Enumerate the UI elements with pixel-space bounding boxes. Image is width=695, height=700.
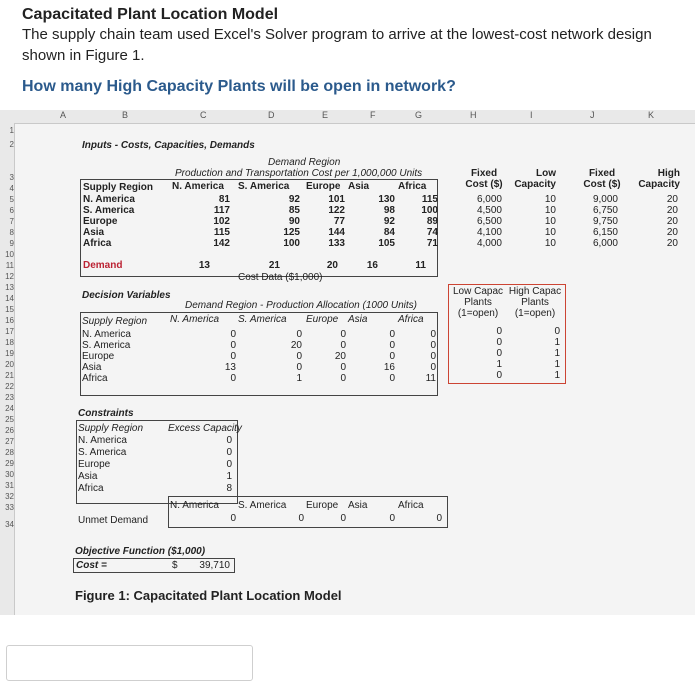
allocation-value: 0 xyxy=(389,351,395,362)
row-number: 15 xyxy=(5,305,14,314)
allocation-value: 0 xyxy=(430,329,436,340)
low-plant-open: 0 xyxy=(496,337,502,348)
excess-capacity-header: Excess Capacity xyxy=(168,423,242,434)
alloc-col-namerica: N. America xyxy=(170,314,220,325)
supply-region-header: Supply Region xyxy=(83,182,153,193)
allocation-value: 0 xyxy=(230,373,236,384)
fixed-cost-high: 6,750 xyxy=(592,205,618,216)
row-number: 19 xyxy=(5,349,14,358)
col-header-e: E xyxy=(322,110,329,120)
allocation-value: 11 xyxy=(425,373,436,384)
cost-row-label: Africa xyxy=(83,238,112,249)
cost-col-africa: Africa xyxy=(398,181,427,192)
excess-capacity-value: 0 xyxy=(226,459,232,470)
fixed-cost-high-header2: Cost ($) xyxy=(583,179,621,190)
allocation-value: 0 xyxy=(230,329,236,340)
cost-value: 84 xyxy=(383,227,395,238)
row-number: 8 xyxy=(9,228,14,237)
row-number: 24 xyxy=(5,404,14,413)
row-number: 3 xyxy=(9,173,14,182)
fixed-cost-high-header: Fixed xyxy=(588,168,616,179)
low-capacity-value: 10 xyxy=(544,205,556,216)
fixed-cost-low-header: Fixed xyxy=(470,168,498,179)
allocation-value: 20 xyxy=(334,351,346,362)
row-number: 6 xyxy=(9,206,14,215)
alloc-row-label: Africa xyxy=(82,373,108,384)
low-plant-open: 0 xyxy=(496,326,502,337)
high-capacity-header2: Capacity xyxy=(638,179,680,190)
fixed-cost-high: 9,000 xyxy=(592,194,618,205)
row-number: 4 xyxy=(9,184,14,193)
cost-value: 130 xyxy=(378,194,395,205)
row-number: 30 xyxy=(5,470,14,479)
cost-value: 85 xyxy=(288,205,300,216)
demand-value: 11 xyxy=(415,260,426,271)
high-plants-header: High Capac xyxy=(508,286,562,297)
low-plant-open: 0 xyxy=(496,348,502,359)
demand-value: 21 xyxy=(268,260,280,271)
demand-region-label: Demand Region xyxy=(268,157,341,168)
cost-value: 71 xyxy=(426,238,438,249)
row-number: 14 xyxy=(5,294,14,303)
high-plants-header3: (1=open) xyxy=(514,308,556,319)
row-number: 32 xyxy=(5,492,14,501)
constraints-title: Constraints xyxy=(78,408,134,419)
fixed-cost-low: 6,500 xyxy=(476,216,502,227)
cost-value: 133 xyxy=(328,238,345,249)
row-number: 7 xyxy=(9,217,14,226)
row-number: 25 xyxy=(5,415,14,424)
allocation-value: 0 xyxy=(389,340,395,351)
cost-value: 92 xyxy=(288,194,300,205)
cost-row-label: Asia xyxy=(83,227,105,238)
allocation-value: 20 xyxy=(290,340,302,351)
cost-value: 115 xyxy=(213,227,230,238)
col-header-d: D xyxy=(268,110,275,120)
cost-data-label: Cost Data ($1,000) xyxy=(238,272,323,283)
row-number: 17 xyxy=(5,327,14,336)
cost-value: 89 xyxy=(426,216,438,227)
excess-capacity-value: 1 xyxy=(226,471,232,482)
unmet-col-europe: Europe xyxy=(306,500,339,511)
row-number: 2 xyxy=(9,140,14,149)
fixed-cost-high: 6,150 xyxy=(592,227,618,238)
high-capacity-value: 20 xyxy=(666,194,678,205)
unmet-value: 0 xyxy=(389,513,395,524)
fixed-cost-high: 9,750 xyxy=(592,216,618,227)
allocation-value: 0 xyxy=(230,340,236,351)
row-number: 18 xyxy=(5,338,14,347)
alloc-col-samerica: S. America xyxy=(238,314,287,325)
page-title: Capacitated Plant Location Model xyxy=(22,6,279,23)
allocation-caption: Demand Region - Production Allocation (1000 Units) xyxy=(185,300,417,311)
allocation-value: 0 xyxy=(340,340,346,351)
row-number: 22 xyxy=(5,382,14,391)
demand-value: 20 xyxy=(326,260,338,271)
fixed-cost-low: 4,100 xyxy=(476,227,502,238)
unmet-value: 0 xyxy=(230,513,236,524)
row-number: 23 xyxy=(5,393,14,402)
spreadsheet-image xyxy=(0,110,695,615)
cost-value: 102 xyxy=(213,216,230,227)
high-capacity-value: 20 xyxy=(666,238,678,249)
cost-value: 81 xyxy=(218,194,230,205)
row-number: 9 xyxy=(9,239,14,248)
row-number: 26 xyxy=(5,426,14,435)
allocation-value: 13 xyxy=(224,362,236,373)
row-number: 5 xyxy=(9,195,14,204)
unmet-col-africa: Africa xyxy=(398,500,424,511)
cost-value: 142 xyxy=(213,238,230,249)
high-plant-open: 1 xyxy=(554,359,560,370)
low-capacity-header: Low xyxy=(536,168,556,179)
high-capacity-header: High xyxy=(657,168,680,179)
high-capacity-value: 20 xyxy=(666,227,678,238)
alloc-row-label: N. America xyxy=(82,329,131,340)
allocation-value: 0 xyxy=(340,373,346,384)
figure-caption: Figure 1: Capacitated Plant Location Model xyxy=(75,588,342,603)
low-plant-open: 1 xyxy=(496,359,502,370)
cost-currency: $ xyxy=(172,560,178,571)
high-plant-open: 0 xyxy=(554,326,560,337)
excess-capacity-value: 8 xyxy=(226,483,232,494)
low-plants-header2: Plants xyxy=(464,297,492,308)
cost-col-samerica: S. America xyxy=(238,181,290,192)
high-plants-header2: Plants xyxy=(521,297,549,308)
cost-value: 92 xyxy=(383,216,395,227)
inputs-title: Inputs - Costs, Capacities, Demands xyxy=(82,140,255,151)
cost-value: 100 xyxy=(421,205,438,216)
cost-value: 100 xyxy=(283,238,300,249)
row-number: 28 xyxy=(5,448,14,457)
excess-capacity-value: 0 xyxy=(226,435,232,446)
constraint-row-label: Asia xyxy=(78,471,98,482)
answer-input[interactable] xyxy=(6,645,253,681)
row-number: 34 xyxy=(5,520,14,529)
constraint-row-label: Europe xyxy=(78,459,111,470)
col-header-c: C xyxy=(200,110,207,120)
cost-value: 144 xyxy=(328,227,345,238)
cost-value: 101 xyxy=(328,194,345,205)
col-header-f: F xyxy=(370,110,376,120)
demand-label: Demand xyxy=(83,260,123,271)
high-plant-open: 1 xyxy=(554,348,560,359)
cost-value: 115 xyxy=(421,194,438,205)
alloc-col-asia: Asia xyxy=(348,314,368,325)
low-capacity-value: 10 xyxy=(544,227,556,238)
cost-value: 117 xyxy=(213,205,230,216)
unmet-value: 0 xyxy=(436,513,442,524)
col-header-h: H xyxy=(470,110,477,120)
low-capacity-header2: Capacity xyxy=(514,179,556,190)
cost-col-asia: Asia xyxy=(348,181,370,192)
demand-value: 16 xyxy=(366,260,378,271)
allocation-value: 1 xyxy=(296,373,302,384)
cost-value: 77 xyxy=(333,216,345,227)
row-number: 12 xyxy=(5,272,14,281)
row-number: 20 xyxy=(5,360,14,369)
allocation-value: 0 xyxy=(389,329,395,340)
row-number: 31 xyxy=(5,481,14,490)
fixed-cost-high: 6,000 xyxy=(592,238,618,249)
row-number: 21 xyxy=(5,371,14,380)
fixed-cost-low: 4,000 xyxy=(476,238,502,249)
cost-label: Cost = xyxy=(76,560,107,571)
unmet-value: 0 xyxy=(340,513,346,524)
unmet-demand-label: Unmet Demand xyxy=(78,515,149,526)
cost-col-namerica: N. America xyxy=(172,181,224,192)
col-header-a: A xyxy=(60,110,67,120)
row-number: 16 xyxy=(5,316,14,325)
allocation-value: 0 xyxy=(389,373,395,384)
col-header-k: K xyxy=(648,110,655,120)
row-number: 27 xyxy=(5,437,14,446)
cost-value: 122 xyxy=(328,205,345,216)
col-header-j: J xyxy=(590,110,595,120)
unmet-col-samerica: S. America xyxy=(238,500,287,511)
alloc-row-label: Europe xyxy=(82,351,115,362)
low-capacity-value: 10 xyxy=(544,216,556,227)
col-header-i: I xyxy=(530,110,533,120)
unmet-col-asia: Asia xyxy=(348,500,368,511)
alloc-row-label: Asia xyxy=(82,362,102,373)
low-plants-header: Low Capac xyxy=(452,286,504,297)
problem-intro: The supply chain team used Excel's Solver program to arrive at the lowest-cost network design shown in Figure 1. xyxy=(22,26,652,64)
col-header-g: G xyxy=(415,110,423,120)
unmet-col-namerica: N. America xyxy=(170,500,219,511)
allocation-value: 0 xyxy=(430,362,436,373)
allocation-value: 0 xyxy=(230,351,236,362)
cost-value: 98 xyxy=(383,205,395,216)
row-header-bar xyxy=(0,123,15,615)
allocation-value: 0 xyxy=(340,329,346,340)
allocation-value: 0 xyxy=(296,329,302,340)
allocation-value: 0 xyxy=(296,362,302,373)
alloc-col-europe: Europe xyxy=(306,314,339,325)
high-plant-open: 1 xyxy=(554,370,560,381)
fixed-cost-low: 4,500 xyxy=(476,205,502,216)
high-capacity-value: 20 xyxy=(666,216,678,227)
alloc-row-label: S. America xyxy=(82,340,131,351)
alloc-col-africa: Africa xyxy=(398,314,424,325)
row-number: 1 xyxy=(9,126,14,135)
row-number: 13 xyxy=(5,283,14,292)
cost-row-label: N. America xyxy=(83,194,135,205)
col-header-b: B xyxy=(122,110,129,120)
high-plant-open: 1 xyxy=(554,337,560,348)
low-plants-header3: (1=open) xyxy=(457,308,499,319)
column-header-bar xyxy=(0,110,695,124)
row-number: 10 xyxy=(5,250,14,259)
cost-value: 105 xyxy=(378,238,395,249)
high-capacity-value: 20 xyxy=(666,205,678,216)
constraint-row-label: Africa xyxy=(78,483,104,494)
cost-row-label: S. America xyxy=(83,205,135,216)
row-number: 29 xyxy=(5,459,14,468)
allocation-value: 0 xyxy=(430,351,436,362)
constraint-row-label: S. America xyxy=(78,447,127,458)
cost-value: 90 xyxy=(288,216,300,227)
cost-col-europe: Europe xyxy=(306,181,341,192)
allocation-value: 16 xyxy=(383,362,395,373)
objective-title: Objective Function ($1,000) xyxy=(75,546,206,557)
cost-caption: Production and Transportation Cost per 1,000,000 Units xyxy=(175,168,423,179)
allocation-value: 0 xyxy=(340,362,346,373)
low-capacity-value: 10 xyxy=(544,238,556,249)
cost-value: 74 xyxy=(426,227,438,238)
constraint-row-label: N. America xyxy=(78,435,127,446)
alloc-supply-region-header: Supply Region xyxy=(82,316,148,327)
unmet-value: 0 xyxy=(298,513,304,524)
question-text: How many High Capacity Plants will be open in network? xyxy=(22,78,456,95)
excess-capacity-value: 0 xyxy=(226,447,232,458)
cost-row-label: Europe xyxy=(83,216,118,227)
row-number: 33 xyxy=(5,503,14,512)
row-number: 11 xyxy=(5,261,14,270)
cost-value: 125 xyxy=(283,227,300,238)
demand-value: 13 xyxy=(198,260,210,271)
allocation-value: 0 xyxy=(296,351,302,362)
fixed-cost-low-header2: Cost ($) xyxy=(465,179,503,190)
allocation-value: 0 xyxy=(430,340,436,351)
fixed-cost-low: 6,000 xyxy=(476,194,502,205)
decision-title: Decision Variables xyxy=(82,290,171,301)
cost-value-total: 39,710 xyxy=(199,560,230,571)
low-capacity-value: 10 xyxy=(544,194,556,205)
constraint-supply-region-header: Supply Region xyxy=(78,423,144,434)
low-plant-open: 0 xyxy=(496,370,502,381)
